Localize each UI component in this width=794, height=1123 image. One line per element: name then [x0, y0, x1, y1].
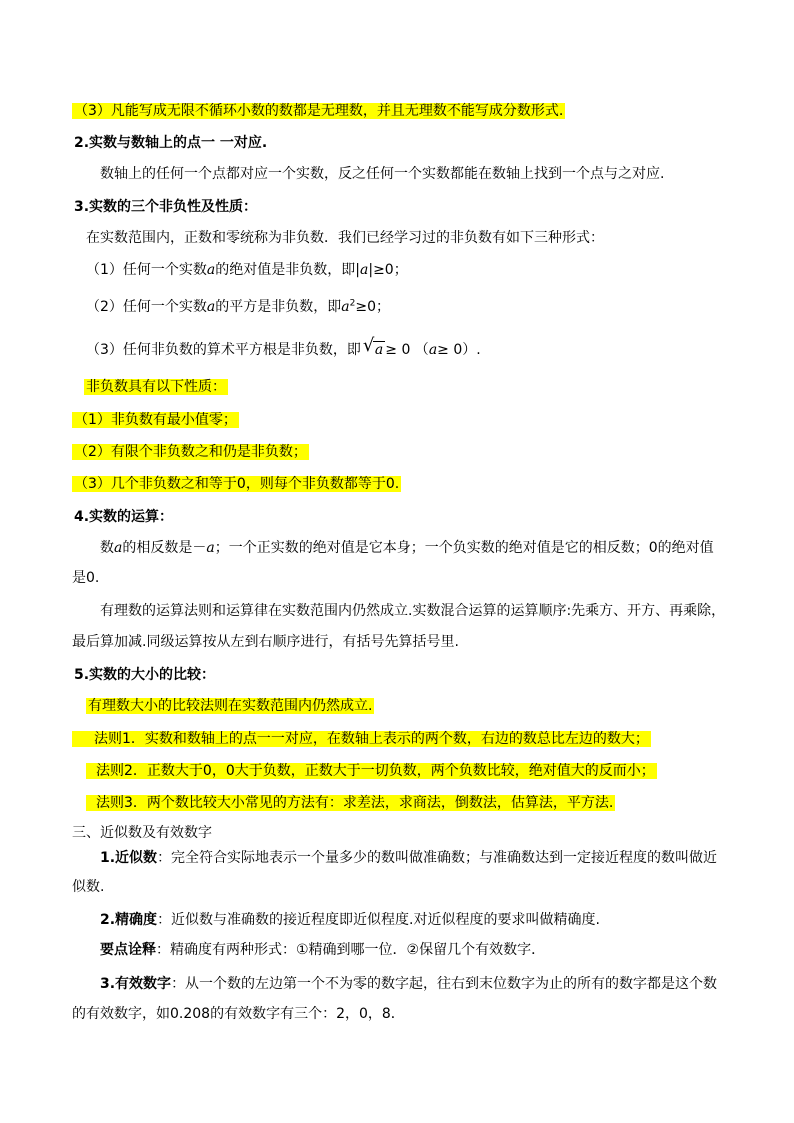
highlight: 有理数大小的比较法则在实数范围内仍然成立.: [88, 698, 373, 714]
item-absolute-value: （1）任何一个实数a的绝对值是非负数，即|a|≥0；: [86, 262, 408, 278]
highlight: （3）几个非负数之和等于0，则每个非负数都等于0.: [74, 476, 400, 492]
highlight: 非负数具有以下性质：: [86, 379, 226, 395]
highlight: （2）有限个非负数之和仍是非负数；: [74, 444, 307, 460]
sqrt-symbol: √ a: [362, 335, 384, 358]
paragraph-rules: 有理数的运算法则和运算律在实数范围内仍然成立.实数混合运算的运算顺序:先乘方、开方、再乘除，: [100, 603, 726, 619]
line-irrational-definition: [72, 101, 565, 121]
line-rule-3: [86, 793, 615, 813]
line-property-2: [72, 442, 309, 462]
item-square: （2）任何一个实数a的平方是非负数，即$a^2\ge 0$；: [86, 298, 391, 315]
line-property-3: [72, 474, 401, 494]
line-rule-2: [86, 761, 657, 781]
highlight: 法则2．正数大于0，0大于负数，正数大于一切负数，两个负数比较，绝对值大的反而小；: [86, 763, 657, 779]
highlight: （3）凡能写成无限不循环小数的数都是无理数，并且无理数不能写成分数形式.: [74, 103, 564, 119]
paragraph-approx-cont: 似数.: [72, 879, 105, 895]
paragraph-precision: 2.精确度：近似数与准确数的接近程度即近似程度.对近似程度的要求叫做精确度.: [100, 912, 600, 928]
line-properties-intro: [84, 377, 228, 397]
section-heading-approx: 三、近似数及有效数字: [72, 825, 212, 841]
paragraph-non-negative: 在实数范围内，正数和零统称为非负数．我们已经学习过的非负数有如下三种形式：: [86, 230, 604, 246]
heading-real-number-line: 2.实数与数轴上的点一 一对应.: [74, 135, 268, 151]
highlight: 法则3．两个数比较大小常见的方法有：求差法，求商法，倒数法，估算法，平方法.: [86, 795, 615, 811]
line-property-1: [72, 410, 239, 430]
paragraph-note: 要点诠释：精确度有两种形式：①精确到哪一位．②保留几个有效数字．: [100, 942, 546, 958]
item-square-root: （3）任何非负数的算术平方根是非负数，即 √ a ≥ 0 （a≥ 0）.: [86, 335, 481, 358]
heading-non-negativity: 3.实数的三个非负性及性质：: [74, 199, 258, 215]
paragraph-significant-cont: 的有效数字，如0.208的有效数字有三个：2，0，8．: [72, 1006, 405, 1022]
heading-operations: 4.实数的运算：: [74, 509, 174, 525]
heading-comparison: 5.实数的大小的比较：: [74, 667, 216, 683]
paragraph-number-line: 数轴上的任何一个点都对应一个实数，反之任何一个实数都能在数轴上找到一个点与之对应.: [100, 166, 665, 182]
highlight: 法则1．实数和数轴上的点一一对应，在数轴上表示的两个数，右边的数总比左边的数大；: [72, 731, 651, 747]
paragraph-approx: 1.近似数：完全符合实际地表示一个量多少的数叫做准确数；与准确数达到一定接近程度的数叫做近: [100, 850, 718, 866]
paragraph-opposite: 数a的相反数是－a；一个正实数的绝对值是它本身；一个负实数的绝对值是它的相反数；0的绝对值: [100, 540, 714, 556]
line-comparison-rule: [86, 696, 374, 716]
highlight: （1）非负数有最小值零；: [74, 412, 237, 428]
paragraph-rules-cont: 最后算加减.同级运算按从左到右顺序进行，有括号先算括号里.: [72, 634, 459, 650]
line-rule-1: [72, 729, 651, 749]
paragraph-significant: 3.有效数字：从一个数的左边第一个不为零的数字起，往右到末位数字为止的所有的数字都是这个数: [100, 976, 718, 992]
paragraph-opposite-cont: 是0.: [72, 570, 100, 586]
